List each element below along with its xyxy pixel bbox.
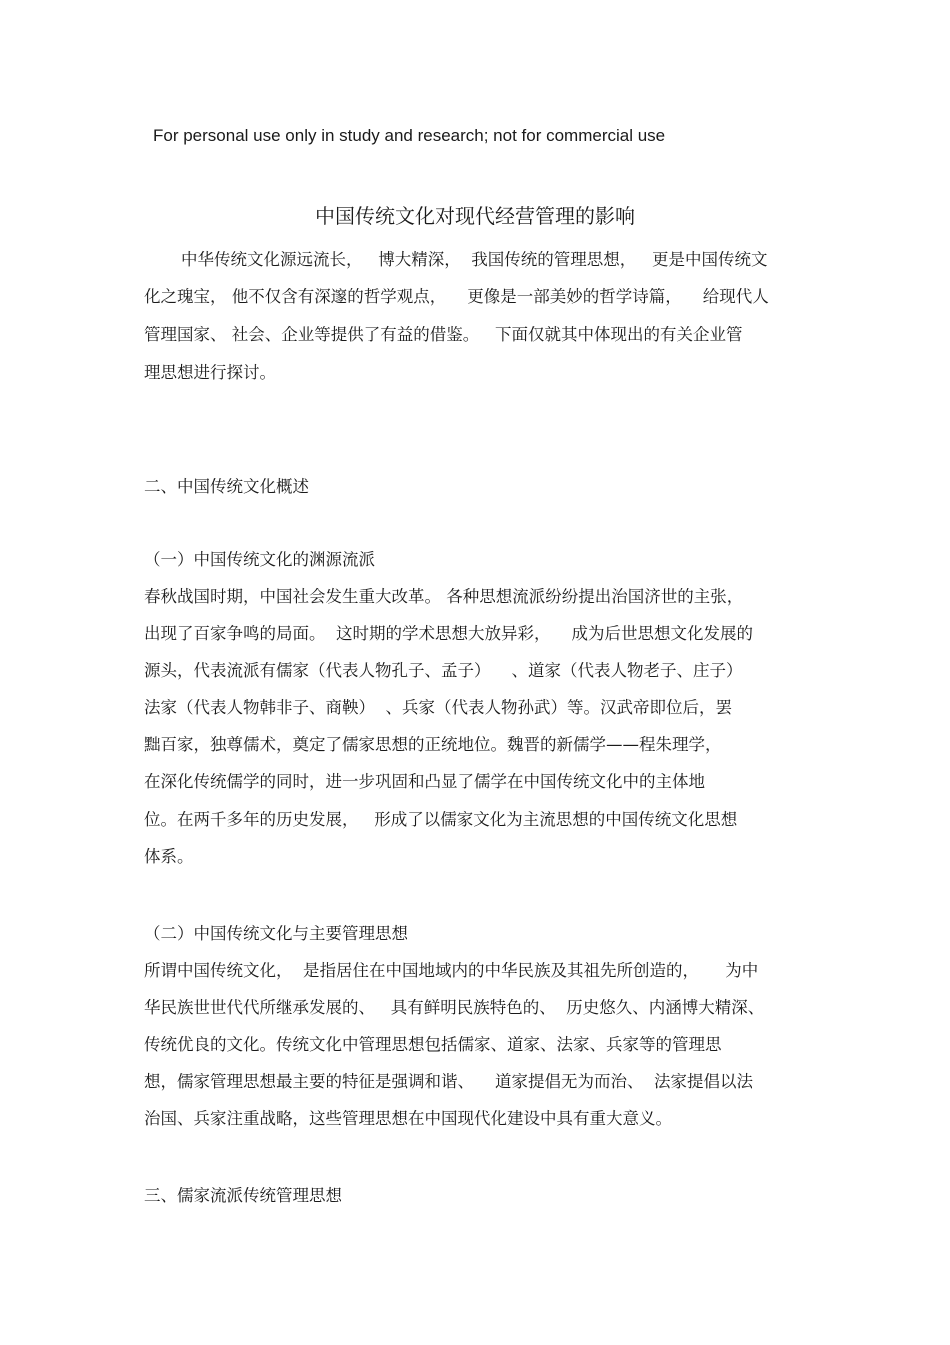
paragraph-line: 所谓中国传统文化， 是指居住在中国地域内的中华民族及其祖先所创造的， 为中 [144,961,759,980]
paragraph-line: 法家（代表人物韩非子、商鞅） 、兵家（代表人物孙武）等。汉武帝即位后，罢 [144,698,732,717]
paragraph-line: 体系。 [144,847,194,866]
document-title: 中国传统文化对现代经营管理的影响 [315,204,635,228]
subsection-heading: （一）中国传统文化的渊源流派 [144,550,375,569]
intro-line: 化之瑰宝， 他不仅含有深邃的哲学观点， 更像是一部美妙的哲学诗篇， 给现代人 [144,287,769,306]
paragraph-line: 治国、兵家注重战略，这些管理思想在中国现代化建设中具有重大意义。 [144,1109,672,1128]
paragraph-line: 黜百家，独尊儒术，奠定了儒家思想的正统地位。魏晋的新儒学——程朱理学， [144,735,722,754]
paragraph-line: 在深化传统儒学的同时，进一步巩固和凸显了儒学在中国传统文化中的主体地 [144,772,705,791]
intro-line: 管理国家、 社会、企业等提供了有益的借鉴。 下面仅就其中体现出的有关企业管 [144,325,743,344]
intro-line: 理思想进行探讨。 [144,363,276,382]
intro-line: 中华传统文化源远流长， 博大精深， 我国传统的管理思想， 更是中国传统文 [181,250,768,269]
subsection-heading: （二）中国传统文化与主要管理思想 [144,924,408,943]
paragraph-line: 位。在两千多年的历史发展， 形成了以儒家文化为主流思想的中国传统文化思想 [144,810,738,829]
section-heading: 三、儒家流派传统管理思想 [144,1186,342,1205]
paragraph-line: 源头，代表流派有儒家（代表人物孔子、孟子） 、道家（代表人物老子、庄子） [144,661,743,680]
paragraph-line: 传统优良的文化。传统文化中管理思想包括儒家、道家、法家、兵家等的管理思 [144,1035,722,1054]
section-heading: 二、中国传统文化概述 [144,477,309,496]
paragraph-line: 出现了百家争鸣的局面。 这时期的学术思想大放异彩， 成为后世思想文化发展的 [144,624,753,643]
disclaimer-text: For personal use only in study and research; not for commercial use [153,126,666,145]
paragraph-line: 想，儒家管理思想最主要的特征是强调和谐、 道家提倡无为而治、 法家提倡以法 [144,1072,753,1091]
paragraph-line: 春秋战国时期，中国社会发生重大改革。 各种思想流派纷纷提出治国济世的主张， [144,587,744,606]
paragraph-line: 华民族世世代代所继承发展的、 具有鲜明民族特色的、 历史悠久、内涵博大精深、 [144,998,765,1017]
